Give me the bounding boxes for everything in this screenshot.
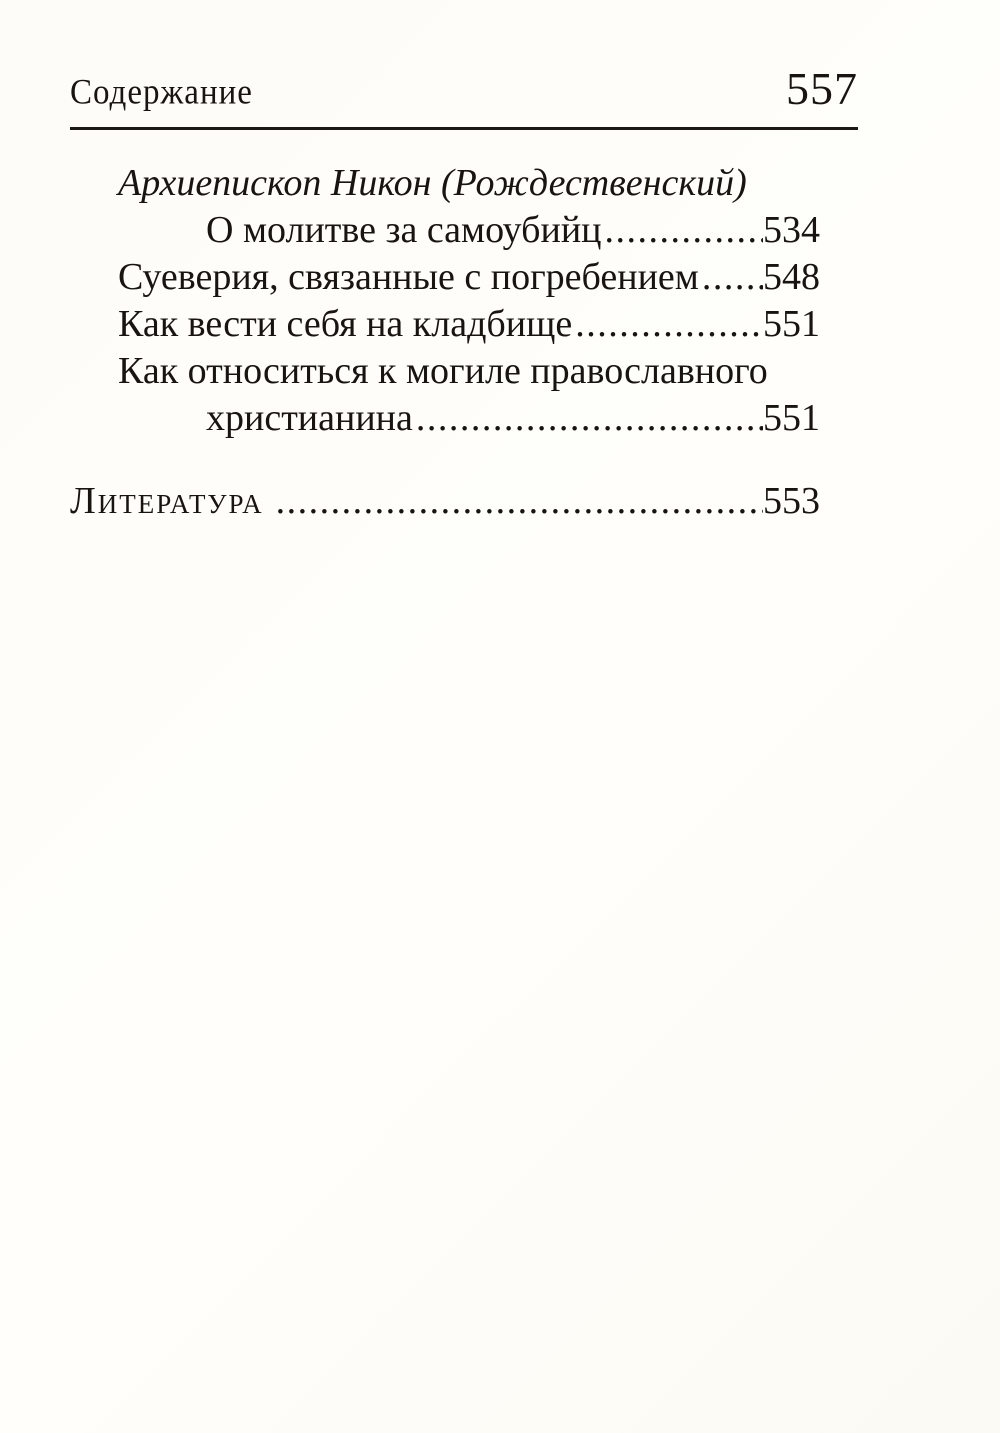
toc-entry-page: 551: [763, 303, 820, 345]
toc-entry-title: христианина: [206, 397, 413, 439]
toc-line-author: [118, 160, 820, 207]
toc-entry-title: Суеверия, связанные с погребением: [118, 256, 699, 298]
page-number: 557: [786, 63, 858, 114]
dot-leader: [276, 478, 763, 525]
toc-entry-page: 534: [763, 209, 820, 251]
running-header: [70, 62, 858, 115]
toc-entry-page: 553: [763, 480, 820, 522]
toc-line: [118, 348, 820, 395]
toc-entry-title: О молитве за самоубийц: [206, 209, 602, 251]
toc-entry-title: Архиепископ Никон (Рождественский): [118, 162, 747, 204]
table-of-contents: [70, 160, 858, 525]
dot-leader: [416, 395, 763, 442]
toc-line: [118, 207, 820, 254]
dot-leader: [605, 207, 764, 254]
toc-line: [118, 301, 820, 348]
toc-line-continuation: [118, 395, 820, 442]
dot-leader: [702, 254, 763, 301]
toc-entry-page: 551: [763, 397, 820, 439]
toc-entry-page: 548: [763, 256, 820, 298]
toc-line: [118, 254, 820, 301]
dot-leader: [575, 301, 763, 348]
toc-entry-title: Как относиться к могиле православного: [118, 350, 768, 392]
running-header-title: Содержание: [70, 73, 253, 112]
toc-entry-title: Литература: [70, 480, 264, 522]
header-rule: [70, 127, 858, 130]
toc-line-literature: [70, 478, 820, 525]
toc-entry-title: Как вести себя на кладбище: [118, 303, 573, 345]
